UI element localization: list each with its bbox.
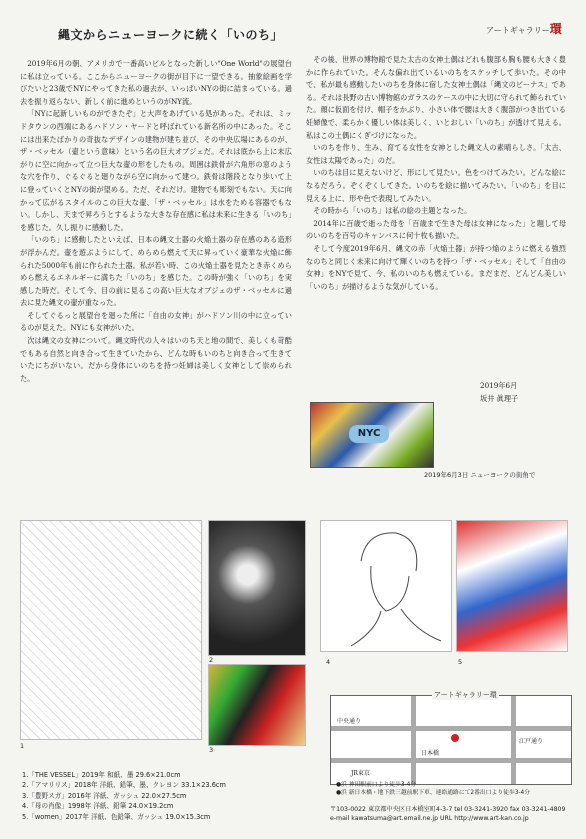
paragraph: 2014年に百歳で逝った母を「百歳まで生きた母は女神になった」と題して母のいのちを百号のキャンバスに何十枚も描いた。 <box>306 218 566 241</box>
access-map <box>330 695 572 785</box>
paragraph: いのちを作り、生み、育てる女性を女神とした縄文人の素晴らしさ。「太古、女性は太陽であった」のだ。 <box>306 143 566 165</box>
legend-line: ●浜 神田駅前口より徒歩3-4分 <box>336 782 417 788</box>
artwork-vessel <box>20 520 202 740</box>
artwork-women <box>456 520 568 652</box>
artwork-amaryllis <box>208 520 306 656</box>
paragraph: そして今度2019年6月、縄文の赤「火焔土器」が持つ焔のように燃える強烈なのちと同じく未来に向けて輝くいのちを持つ「ザ・ベッセル」そして「自由の女神」をNYで見て、今、私のいのちも燃えている。まだまだ、どんどん美しい「いのち」が描けるような気がしている。 <box>306 243 566 291</box>
street-label: 中央通り <box>337 718 362 725</box>
paragraph: いのちは目に見えないけど、形にして見たい。色をつけてみたい。どんな絵になるだろう。ぞくぞくしてきた。いのちを絵に描いてみたい。「いのち」を目に見える上に、形や色で表現してみたい。 <box>306 168 566 203</box>
nyc-sign: NYC <box>349 425 389 443</box>
gallery-address <box>330 806 565 823</box>
paragraph: 次は縄文の女神について。縄文時代の人々はいのち天と地の間で、美しくも苛酷でもある自然と向き合って生きていたから、どんな時もいのちと向き合って生きていたにちがいない。だから身体にいのちを持つ妊婦は美しく女神として崇められた。 <box>20 336 292 383</box>
map-road <box>331 726 571 731</box>
artwork-number: 5 <box>458 658 463 666</box>
artwork-number: 4 <box>326 658 331 666</box>
artwork-number: 1 <box>20 742 25 750</box>
paragraph: その後、世界の博物館で見た太古の女神土偶はどれも腹部も胸も腰も大きく豊かに作られていた。そんな偏れ出ているいのちをスケッチして歩いた。その中で、私が最も感動したいのちを身体に宿した女神土偶は「縄文のビーナス」である。それは長野の古い博物館のガラスのケースの中に大切に守られて飾られていた。顔に仮面を付け、帽子をかぶり、小さい体で腰は大きく腹部がつき出ている妊婦像で、柔らかく優しい体は美しく、いとおしい「いのち」が透けて見える。私はこの土偶にくぎづけになった。 <box>306 55 566 140</box>
signature-date: 2019年6月 <box>480 381 518 390</box>
signature-name: 坂井 眞理子 <box>480 394 519 403</box>
map-road <box>331 758 571 763</box>
nyc-street-photo <box>310 402 434 468</box>
artwork-captions <box>22 770 226 822</box>
street-label: JR東京 <box>351 770 370 777</box>
paragraph: 「いのち」に感動したといえば、日本の縄文土器の火焔土器の存在感のある造形が浮かんだ。壷を遊ぶようにして、めらめら燃えて天に昇っていく豪華な火焔に飾られた5000年も前に作られた土器。私が若い時、この火焔土器を見たとき赤くめらめら燃えるエネルギーに満ちた「いのち」を感じた。この時が強く「いのち」を実感した時だ。そして今、目の前に見るこの高い巨大なオブジェのザ・ベッセルに過去に見た縄文の壷が重なった。 <box>20 235 292 308</box>
map-road <box>411 696 416 784</box>
artwork-number: 3 <box>209 746 214 754</box>
caption-line: 3.「豊野スガ」2016年 洋紙、ガッシュ 22.0×27.5cm <box>22 791 187 800</box>
gallery-marker-icon <box>451 734 459 742</box>
legend-line: ●浜 新日本橋・地下鉄三越前駅下車、連絡通路にて2番出口より徒歩3-4分 <box>336 790 530 796</box>
map-road <box>511 696 516 784</box>
street-label: 日本橋 <box>421 750 440 757</box>
paragraph: その時から「いのち」は私の絵の主題となった。 <box>313 206 472 216</box>
gallery-prefix: アートギャラリー <box>486 26 550 35</box>
page-title: 縄文からニューヨークに続く「いのち」 <box>58 28 284 42</box>
caption-line: 2.「アマリリス」2018年 洋紙、鉛筆、墨、クレヨン 33.1×23.6cm <box>22 781 226 790</box>
left-column <box>20 58 292 506</box>
contact-line: e-mail kawatsuma@art.email.ne.jp URL http://www.art-kan.co.jp <box>330 814 529 822</box>
street-label: 江戸通り <box>519 738 544 745</box>
caption-line: 4.「母の肖像」1998年 洋紙、鉛筆 24.0×19.2cm <box>22 802 174 811</box>
artwork-painting-3 <box>208 664 306 746</box>
photo-caption: 2019年6月3日 ニューヨークの街角で <box>424 471 536 479</box>
gallery-logo <box>486 20 562 37</box>
paragraph: 「NYに起新しいものができたぞ」と大声をあげている処があった。それは、ミッドタウンの西端にあるハドソン・ヤードと呼ばれている新名所の中にあった。そこには出来たばかりの奇抜なデザインの建物が建ち並び、その中央広場にあるのが、ザ・ベッセル（壷という意味）という名の巨大オブジェだ。それは底から上に末広がりに空に向かって立つ巨大な壷の形をしたもの。周囲は鉄骨が六角形の窓のような穴を作り、ぐるぐると廻りながら空に向かって建つ。鉄骨は階段となり歩いて上に登っていくとNYの街が望める。ただ、それだけ。建物でも彫刻でもない。天に向かって広がるスタイルのこの巨大な壷、「ザ・ベッセル」は水をためる容器でもない。しかし、天まで昇ろうとするような大きな存在感に私は未来に生きる「いのち」を感じた。久し振りに感動した。 <box>20 109 292 232</box>
artwork-number: 2 <box>209 656 214 664</box>
portrait-sketch <box>321 521 451 651</box>
right-column <box>306 54 566 376</box>
address-line: 〒103-0022 東京都中央区日本橋室町4-3-7 tel 03-3241-3920 fax 03-3241-4809 <box>330 806 566 813</box>
gallery-kanji: 環 <box>549 22 562 36</box>
map-legend <box>336 781 530 797</box>
artwork-mother-portrait <box>320 520 452 652</box>
paragraph: そしてぐるっと展望台を廻った所に「自由の女神」がハドソン川の中に立っているのが見えた。NYにも女神がいた。 <box>20 310 292 333</box>
caption-line: 5.「women」2017年 洋紙、色鉛筆、ガッシュ 19.0×15.3cm <box>22 812 211 821</box>
paragraph: 2019年6月の朝、アメリカで一番高いビルとなった新しい"One World"の展望台に私は立っている。ここからニューヨークの街が目下に一望できる。抽象絵画を学びたいと23歳でNYにやってきた私の過去が、いっぱいNYの街に詰まっている。過去を振り返らない、新しく前に進めというのがNY流。 <box>20 59 292 106</box>
caption-line: 1.「THE VESSEL」2019年 和紙、墨 29.6×21.0cm <box>22 771 181 779</box>
map-title: アートギャラリー環 <box>434 691 497 699</box>
